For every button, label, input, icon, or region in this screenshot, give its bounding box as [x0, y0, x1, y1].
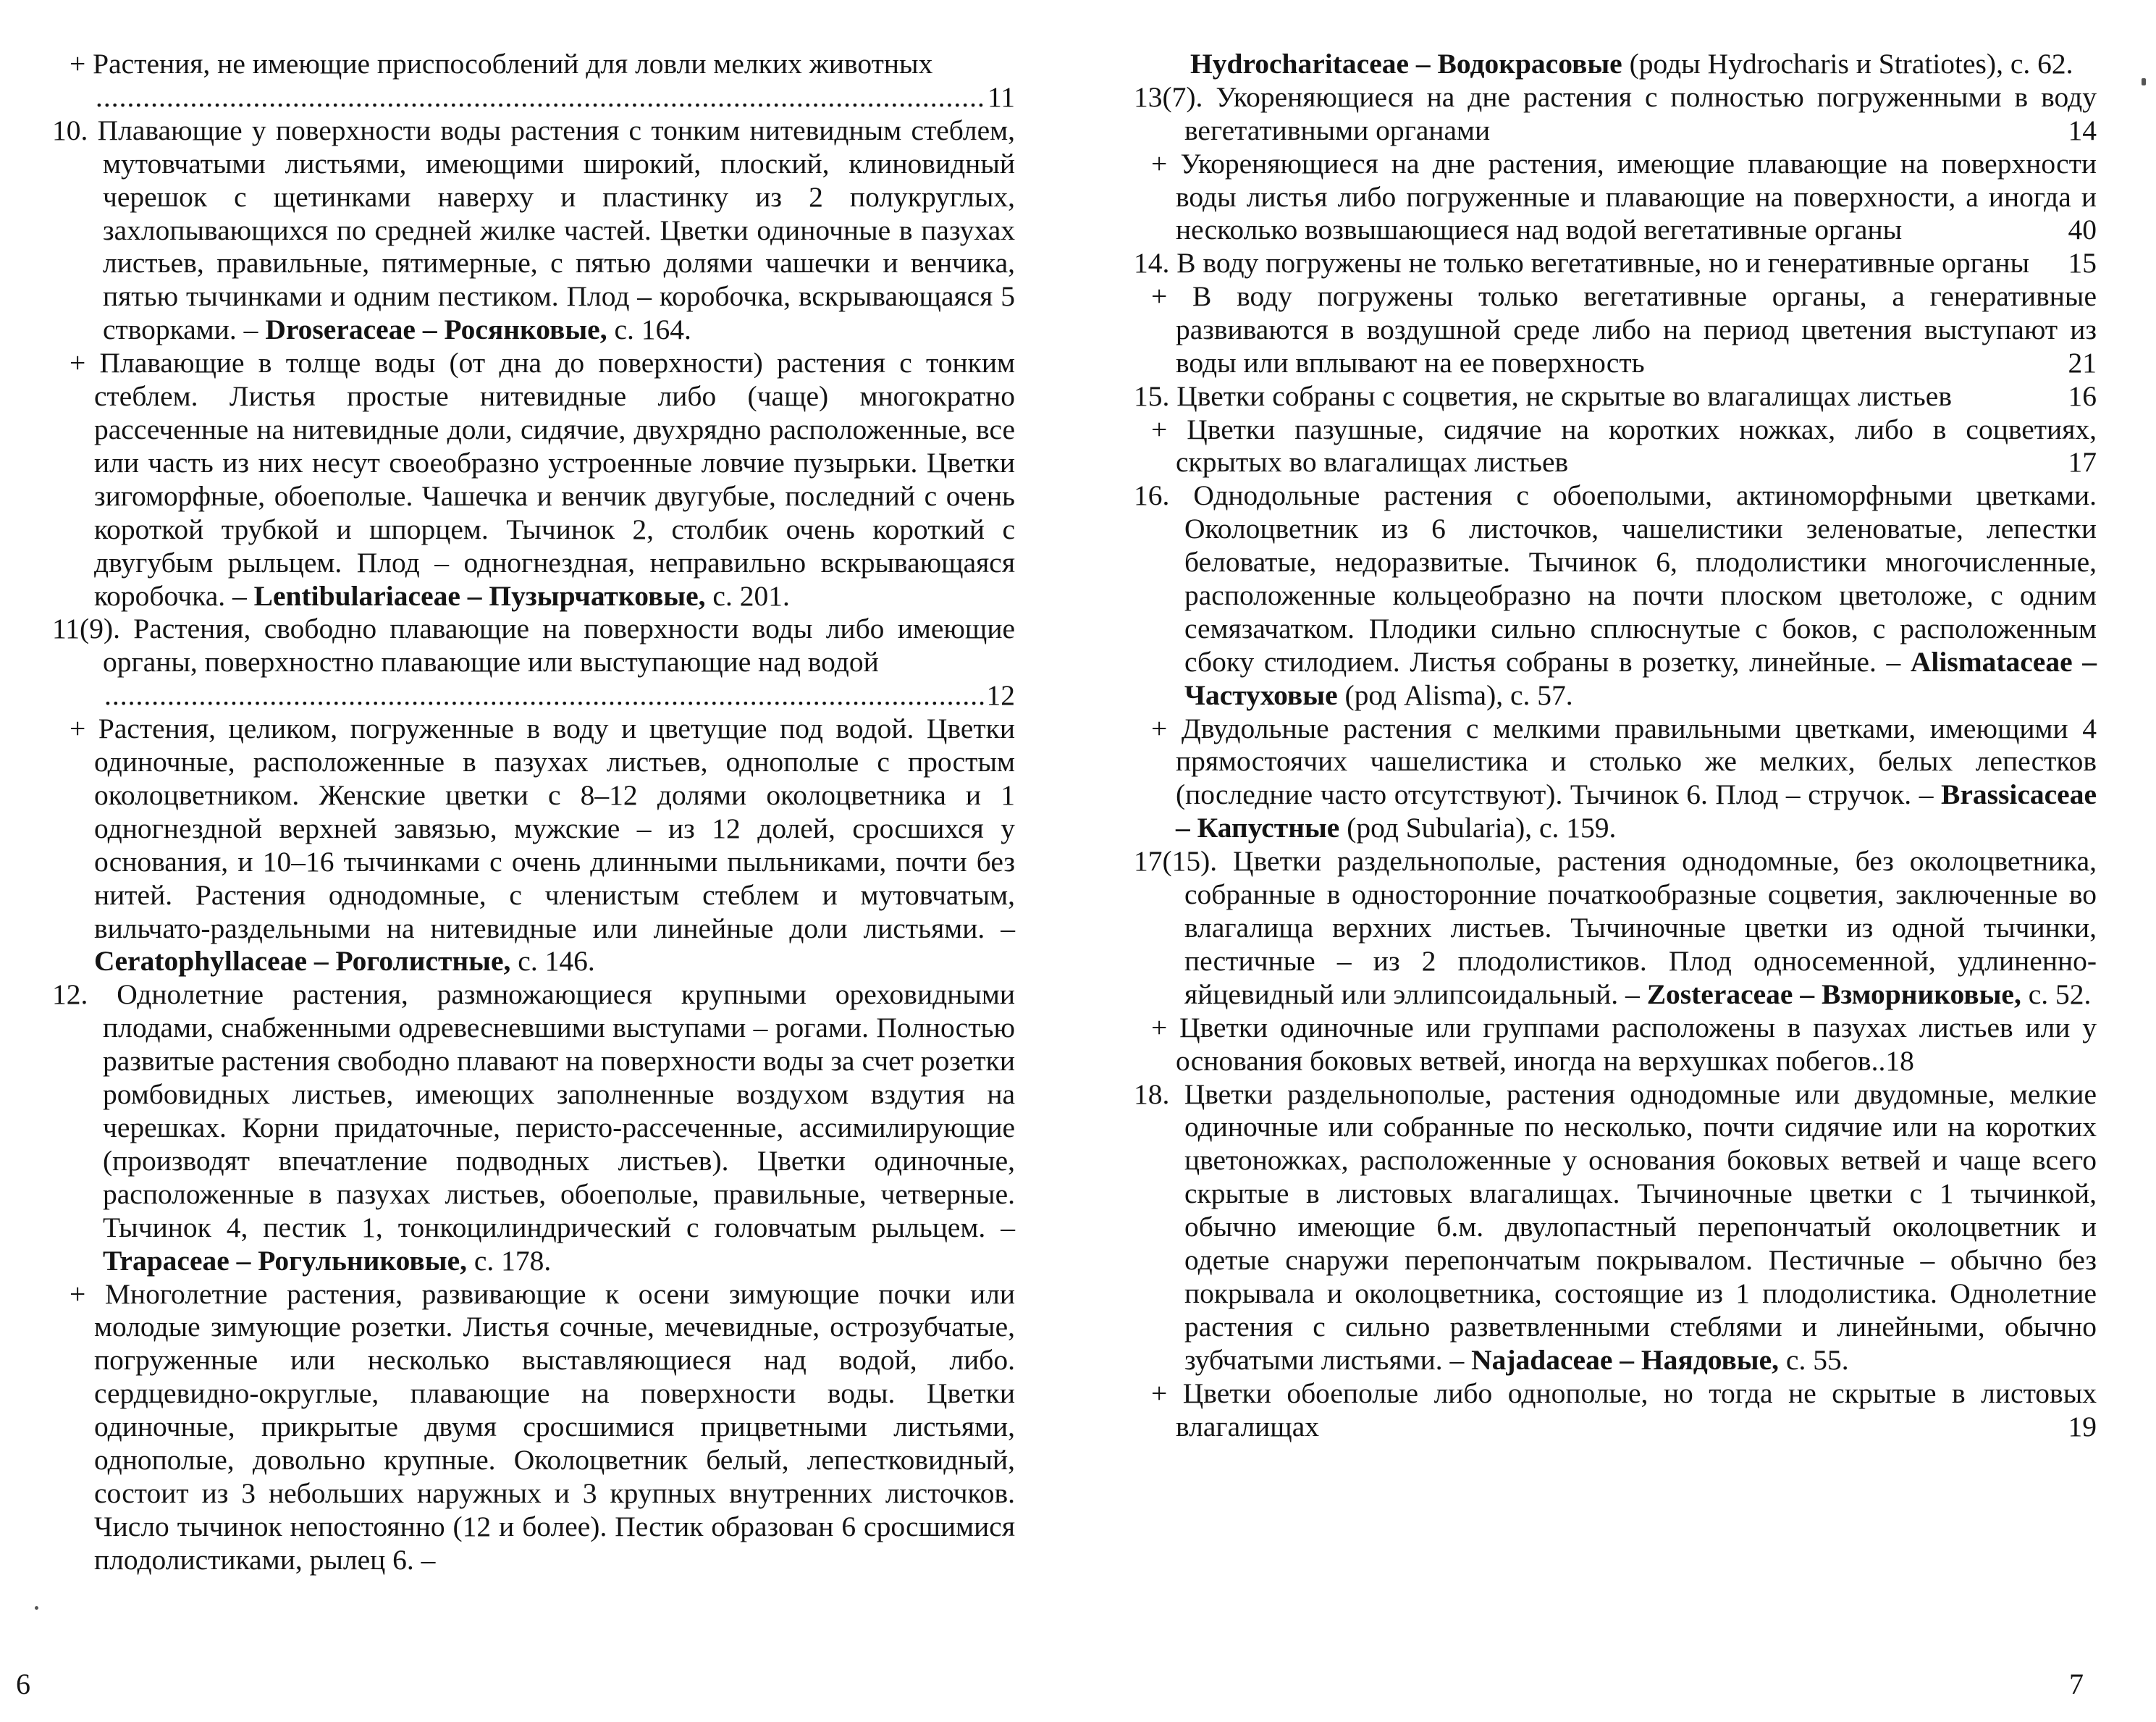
page-number-right: 7 — [2069, 1668, 2084, 1700]
key-entry-11 — [52, 613, 1015, 679]
entry-text: Растения, целиком, погруженные в воду и цветущие под водой. Цветки одиночные, расположенные в пазухах листьев, однополые с простым околоцветником. Женские цветки с 8–12 долями околоцветника и 1 одногнездной верхней завязью, мужские – из 12 долей, сросшихся у основания, и 10–16 тычинками с очень длинными пыльниками, почти без нитей. Растения однодомные, с членистым стеблем и мутовчатым, вильчато-раздельными на нитевидные или линейные доли листьями. – — [94, 713, 1015, 944]
taxon-name: Brassicaceae – Капустные — [1176, 778, 2097, 844]
taxon-name: Alismataceae – Частуховые — [1184, 645, 2097, 711]
entry-marker: + — [1151, 1011, 1168, 1043]
leader-line — [52, 679, 1015, 713]
entry-ref: 11 — [987, 80, 1015, 113]
page-ref: (род Alisma), с. 57. — [1344, 679, 1573, 711]
entry-marker: 12. — [52, 978, 88, 1011]
entry-text: Однолетние растения, размножающиеся крупными ореховидными плодами, снабженными одревесневшими выступами – рогами. Полностью развитые растения свободно плавают на поверхности воды за счет розетки ромбовидных листьев, имеющих заполненные воздухом вздутия на черешках. Корни придаточные, перисто-рассеченные, ассимилирующие (производят впечатление подводных листьев). Цветки одиночные, расположенные в пазухах листьев, обоеполые, правильные, четверные. Тычинок 4, пестик 1, тонкоцилиндрический с головчатым рыльцем. – — [103, 978, 1016, 1243]
taxon-name: Droseraceae – Росянковые, — [265, 314, 607, 346]
entry-marker: + — [1151, 280, 1168, 313]
entry-ref: ..18 — [1871, 1044, 1914, 1077]
taxon-name: Najadaceae – Наядовые, — [1471, 1343, 1780, 1376]
key-entry-16 — [1134, 479, 2097, 712]
entry-text: Укореняющиеся на дне растения с полностью погруженными в воду вегетативными органами — [1184, 80, 2097, 146]
entry-marker: + — [70, 48, 86, 80]
key-entry-17 — [1134, 845, 2097, 1012]
entry-marker: + — [70, 713, 86, 745]
key-entry-plus-16 — [1134, 713, 2097, 846]
entry-text: В воду погружены не только вегетативные, но и генеративные органы — [1176, 247, 2030, 280]
taxon-name: Zosteraceae – Взморниковые, — [1646, 978, 2021, 1010]
right-page — [1134, 48, 2097, 1443]
entry-marker: + — [70, 347, 86, 379]
taxon-name: Ceratophyllaceae – Роголистные, — [94, 945, 511, 978]
page-ref: с. 52. — [2028, 978, 2092, 1010]
key-entry-14 — [1134, 247, 2097, 280]
page-number-left: 6 — [16, 1668, 30, 1700]
entry-text: (роды Hydrocharis и Stratiotes), с. 62. — [1629, 48, 2073, 80]
entry-ref: 19 — [2068, 1410, 2097, 1442]
scan-speck — [2142, 78, 2146, 85]
key-entry-plus-11 — [52, 48, 1015, 81]
page-ref: с. 178. — [473, 1244, 552, 1277]
entry-ref: 16 — [2068, 379, 2097, 412]
entry-text: Цветки раздельнополые, растения однодомные, без околоцветника, собранные в односторонние початкообразные соцветия, заключенные во влагалища верхних листьев. Тычиночные цветки из одной тычинки, пестичные – из 2 плодолистиков. Плод односеменной, удлиненно-яйцевидный или эллипсоидальный. – — [1184, 845, 2097, 1010]
entry-marker: 13(7). — [1134, 80, 1203, 113]
entry-ref: 40 — [2068, 214, 2097, 246]
page-ref: (род Subularia), с. 159. — [1347, 812, 1617, 844]
key-entry-plus-10 — [52, 347, 1015, 613]
entry-text: Однодольные растения с обоеполыми, актиноморфными цветками. Околоцветник из 6 листочков, чашелистики зеленоватые, лепестки беловатые, недоразвитые. Тычинок 6, плодолистики многочисленные, расположенные кольцеобразно на почти плоском цветоложе, с одним семязачатком. Плодики сильно сплюснутые с боков, с расположенным сбоку стилодием. Листья собраны в розетку, линейные. – — [1184, 479, 2097, 678]
entry-marker: + — [1151, 413, 1168, 445]
entry-marker: 17(15). — [1134, 845, 1218, 878]
entry-text: Цветки собраны с соцветия, не скрытые во влагалищах листьев — [1176, 379, 1952, 412]
entry-marker: 16. — [1134, 479, 1170, 512]
key-entry-12 — [52, 978, 1015, 1277]
page-ref: с. 55. — [1785, 1343, 1849, 1376]
key-entry-18 — [1134, 1078, 2097, 1377]
entry-text: Плавающие в толще воды (от дна до поверхности) растения с тонким стеблем. Листья простые нитевидные либо (чаще) многократно рассеченные на нитевидные доли, сидячие, двухрядно расположенные, все или часть из них несут своеобразно устроенные ловчие пузырьки. Цветки зигоморфные, обоеполые. Чашечка и венчик двугубые, последний с очень короткой трубкой и шпорцем. Тычинок 2, столбик очень короткий с двугубым рыльцем. Плод – одногнездная, неправильно вскрывающаяся коробочка. – — [94, 347, 1015, 612]
leader-line — [52, 81, 1015, 114]
entry-text: В воду погружены только вегетативные органы, а генеративные развиваются в воздушной среде либо на период цветения выступают из воды или вплывают на ее поверхность — [1176, 280, 2097, 379]
entry-marker: 18. — [1134, 1078, 1170, 1110]
entry-text: Цветки раздельнополые, растения однодомные или двудомные, мелкие одиночные или собранные по несколько, почти сидячие или на коротких цветоножках, расположенные у основания боковых ветвей и чаще всего скрытые в листовых влагалищах. Тычиночные цветки с 1 тычинкой, обычно имеющие б.м. двулопастный перепончатый околоцветник и одетые снаружи перепончатым покрывалом. Пестичные – обычно без покрывала и околоцветника, состоящие из 1 плодолистика. Однолетние растения с сильно разветвленными стеблями и линейными, обычно зубчатыми листьями. – — [1184, 1078, 2097, 1376]
entry-text: Плавающие у поверхности воды растения с тонким нитевидным стеблем, мутовчатыми листьями, имеющими широкий, плоский, клиновидный черешок с щетинками наверху и пластинку из 2 полукруглых, захлопывающихся по средней жилке частей. Цветки одиночные в пазухах листьев, правильные, пятимерные, с пятью долями чашечки и венчика, пятью тычинками и одним пестиком. Плод – коробочка, вскрывающаяся 5 створками. – — [97, 114, 1016, 346]
entry-text: Многолетние растения, развивающие к осени зимующие почки или молодые зимующие розетки. Листья сочные, мечевидные, острозубчатые, погруженные или несколько выставляющиеся над водой, либо. сердцевидно-округлые, плавающие на поверхности воды. Цветки одиночные, прикрытые двумя сросшимися прицветными листьями, однополые, довольно крупные. Околоцветник белый, лепестковидный, состоит из 3 небольших наружных и 3 крупных внутренних листочков. Число тычинок непостоянно (12 и более). Пестик образован 6 сросшимися плодолистиками, рылец 6. – — [94, 1277, 1016, 1576]
entry-marker: 11(9). — [52, 613, 120, 645]
entry-marker: + — [1151, 712, 1168, 744]
entry-ref: 14 — [2068, 114, 2097, 146]
left-page — [52, 48, 1015, 1577]
entry-text: Цветки обоеполые либо однополые, но тогда не скрытые в листовых влагалищах — [1176, 1377, 2097, 1442]
page-ref: с. 201. — [712, 579, 790, 612]
scan-speck — [35, 1606, 38, 1610]
entry-ref: 21 — [2068, 346, 2097, 379]
key-entry-10 — [52, 114, 1015, 347]
page-ref: с. 164. — [614, 314, 691, 346]
entry-ref: 12 — [986, 679, 1015, 712]
key-entry-continuation — [1134, 48, 2097, 81]
entry-marker: + — [1151, 147, 1168, 180]
key-entry-plus-11b — [52, 713, 1015, 978]
entry-marker: 15. — [1134, 379, 1170, 412]
entry-text: Растения, не имеющие приспособлений для ловли мелких животных — [93, 48, 933, 80]
entry-ref: 15 — [2068, 247, 2097, 280]
key-entry-plus-12 — [52, 1278, 1015, 1577]
entry-marker: + — [70, 1277, 86, 1310]
taxon-name: Lentibulariaceae – Пузырчатковые, — [253, 579, 706, 612]
entry-text: Растения, свободно плавающие на поверхности воды либо имеющие органы, поверхностно плавающие или выступающие над водой — [103, 613, 1015, 679]
entry-marker: + — [1151, 1377, 1168, 1409]
entry-text: Двудольные растения с мелкими правильными цветками, имеющими 4 прямостоячих чашелистика и столько же мелких, белых лепестков (последние часто отсутствуют). Тычинок 6. Плод – стручок. – — [1176, 712, 2097, 811]
entry-marker: 10. — [52, 114, 88, 146]
dot-leader — [96, 81, 986, 114]
entry-ref: 17 — [2068, 446, 2097, 479]
entry-text: Цветки пазушные, сидячие на коротких ножках, либо в соцветиях, скрытых во влагалищах листьев — [1176, 413, 2097, 479]
taxon-name: Trapaceae – Рогульниковые, — [103, 1244, 468, 1277]
entry-marker: 14. — [1134, 247, 1170, 280]
page-ref: с. 146. — [518, 945, 595, 978]
entry-text: Укореняющиеся на дне растения, имеющие плавающие на поверхности воды листья либо погруженные и плавающие на поверхности, а иногда и несколько возвышающиеся над водой вегетативные органы — [1176, 147, 2097, 246]
key-entry-plus-17 — [1134, 1012, 2097, 1078]
taxon-name: Hydrocharitaceae – Водокрасовые — [1190, 48, 1622, 80]
entry-text: Цветки одиночные или группами расположены в пазухах листьев или у основания боковых ветвей, иногда на верхушках побегов — [1176, 1011, 2097, 1077]
dot-leader — [104, 679, 985, 713]
